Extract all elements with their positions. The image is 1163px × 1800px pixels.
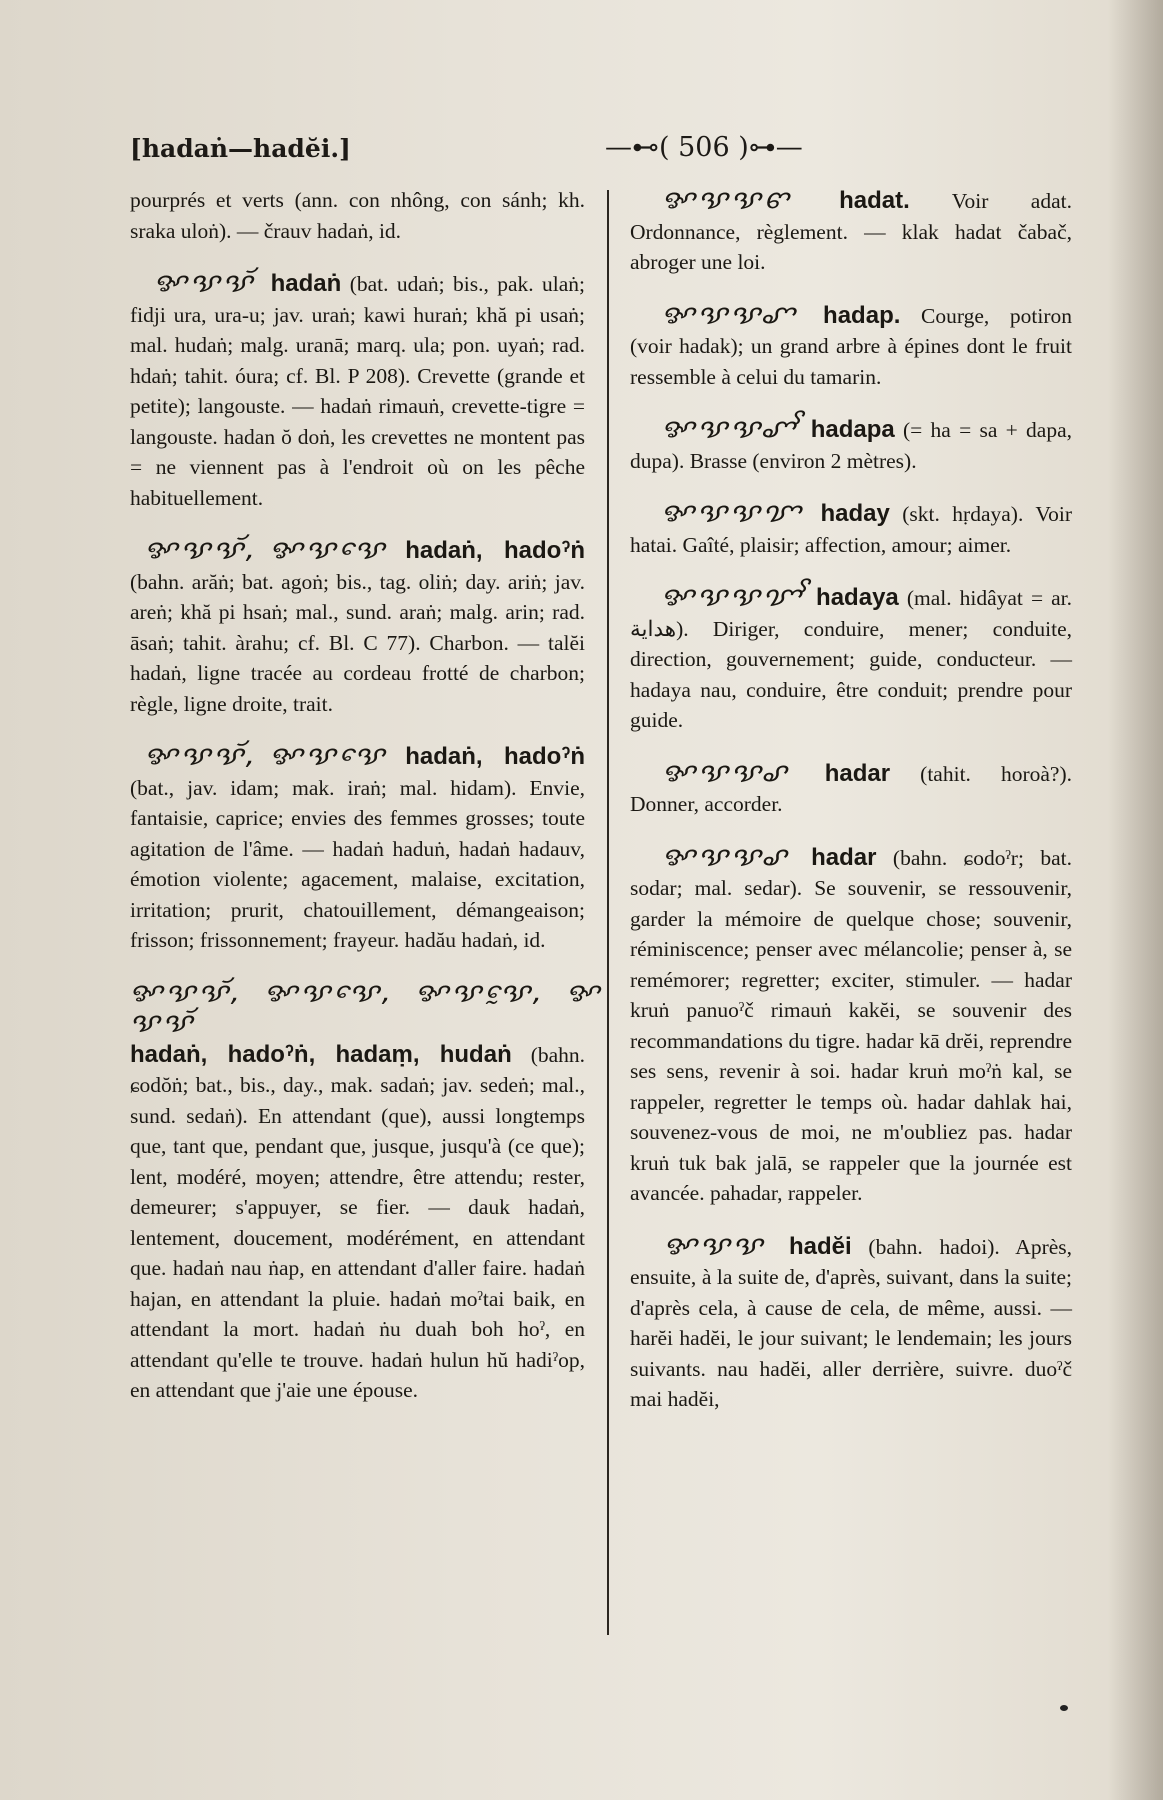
- cham-script-glyphs: ꨀꨕꨕꨓ: [661, 185, 792, 215]
- entry-headword: haday: [820, 500, 890, 527]
- entry-headword: hadaṅ, hadoˀṅ: [405, 537, 585, 564]
- dictionary-entry: [630, 758, 1072, 820]
- ink-speck: [1060, 1705, 1068, 1711]
- cham-script-glyphs: ꨀꨕꨕꨚꨩ: [661, 414, 798, 444]
- entry-text: (bat. udaṅ; bis., pak. ulaṅ; fidji ura, ura-u; jav. uraṅ; kawi huraṅ; khă pi usaṅ; mal. hudaṅ; malg. uranā; marq. ula; pon. uyaṅ; rad. hdaṅ; tahit. óura; cf. Bl. P 208). Crevette (grande et petite); langouste. — hadaṅ rimauṅ, crevette-tigre = langouste. hadan ŏ doṅ, les crevettes ne montent pas = ne viennent pas à l'endroit où on les pêche habituellement.: [130, 272, 585, 510]
- dictionary-entry: [130, 535, 585, 719]
- cham-script-glyphs: ꨀꨕꨕꨮ, ꨀꨕꨕꨯ: [144, 535, 387, 565]
- entry-headword: hadap.: [823, 301, 901, 329]
- entry-text: (= ha = sa + dapa, dupa). Brasse (environ 2 mètres).: [630, 418, 1073, 473]
- column-divider: [607, 190, 609, 1635]
- cham-script-glyphs: ꨀꨕꨕꨢ: [660, 498, 804, 528]
- cham-script-glyphs: ꨀꨕꨕꨢꨩ: [660, 582, 804, 612]
- cham-script-glyphs: ꨀꨕꨕ: [663, 1230, 765, 1261]
- dictionary-entry: [130, 185, 585, 246]
- dictionary-entry: [630, 1231, 1072, 1415]
- entry-headword: hadar: [811, 843, 877, 871]
- entry-text: (bat., jav. idam; mak. iraṅ; mal. hidam). Envie, fantaisie, caprice; envies des femmes grosses; toute agitation de l'âme. — hadaṅ haduṅ, hadaṅ hadauv, émotion violente; agacement, malaise, excitation, irritation; prurit, chatouillement, démangeaison; frisson; frissonnement; frayeur. hadău hadaṅ, id.: [130, 775, 585, 952]
- dictionary-entry: [630, 582, 1072, 736]
- entry-text: Voir adat. Ordonnance, règlement. — klak hadat čabač, abroger une loi.: [630, 189, 1072, 274]
- entry-text: (bahn. arăṅ; bat. agoṅ; bis., tag. oliṅ; day. ariṅ; jav. areṅ; khă pi hsaṅ; mal., sund. araṅ; malg. arin; rad. āsaṅ; tahit. àrahu; cf. Bl. C 77). Charbon. — talĕi hadaṅ, ligne tracée au cordeau frotté de charbon; règle, ligne droite, trait.: [130, 569, 585, 716]
- entry-headword: hadaya: [816, 584, 899, 611]
- entry-headword: hadaṅ, hadoˀṅ: [405, 743, 585, 770]
- entry-text: (bahn. ɕodoˀr; bat. sodar; mal. sedar). Se souvenir, se ressouvenir, garder la mémoire de quelque chose; souvenir, réminiscence; penser avec mélancolie; penser à, se remémorer; regretter; exciter, stimuler. — hadar kruṅ panuoˀč rimauṅ kakĕi, se souvenir des recommandations du tigre. hadar kā drĕi, reprendre ses sens, revenir à soi. hadar kruṅ moˀṅ kal, se rappeler, regretter le temps où. hadar dahlak hai, souvenez-vous de moi, ne m'oubliez pas. hadar kruṅ tuk bak jalā, se rappeler que la journée est avancée. pahadar, rappeler.: [630, 845, 1073, 1205]
- cham-script-glyphs: ꨀꨕꨕꨚ: [661, 299, 798, 330]
- entry-text: (bahn. hadoi). Après, ensuite, à la suite de, d'après, suivant, dans la suite; d'après cela, à cause de cela, de même, aussi. — harĕi hadĕi, le jour suivant; le lendemain; les jours suivants. nau hadĕi, aller derrière, suivre. duoˀč mai hadĕi,: [630, 1234, 1073, 1411]
- left-column: [129, 185, 602, 1428]
- entry-text: (skt. hṛdaya). Voir hatai. Gaîté, plaisir; affection, amour; aimer.: [630, 502, 1073, 557]
- entry-text: (bahn. ɕodŏṅ; bat., bis., day., mak. sadaṅ; jav. sedeṅ; mal., sund. sedaṅ). En attendant (que), aussi longtemps que, tant que, pendant que, jusque, jusqu'à (ce que); lent, modéré, moyen; attendre, être attendu; rester, demeurer; s'appuyer, se fier. — dauk hadaṅ, lentement, doucement, modérément, en attendant que. hadaṅ nau ṅap, en attendant d'aller faire. hadaṅ hajan, en attendant la pluie. hadaṅ moˀtai baik, en attendant la mort. hadaṅ ṅu duah boh hoˀ, en attendant qu'elle te trouve. hadaṅ hulun hŭ hadiˀop, en attendant que j'aie une épouse.: [130, 1042, 586, 1402]
- entry-headword: hadaṅ, hadoˀṅ, hadaṃ, hudaṅ: [130, 1040, 512, 1068]
- book-spine-shadow: [1108, 0, 1163, 1800]
- entry-text: Courge, potiron (voir hadak); un grand arbre à épines dont le fruit ressemble à celui du tamarin.: [630, 303, 1072, 389]
- dictionary-entry: [630, 842, 1072, 1209]
- cham-script-glyphs: ꨀꨕꨕꨮ, ꨀꨕꨕꨯ, ꨀꨕꨕꨰ, ꨀꨕꨕꨮ: [129, 977, 602, 1038]
- cham-script-glyphs: ꨀꨕꨕꨣ: [661, 757, 789, 788]
- cham-script-glyphs: ꨀꨕꨕꨮ, ꨀꨕꨕꨯ: [144, 741, 387, 771]
- dictionary-entry: [630, 498, 1072, 560]
- entry-headword: hadaṅ: [270, 270, 342, 297]
- cham-script-glyphs: ꨀꨕꨕꨮ: [153, 268, 255, 298]
- entry-headword: hadat.: [839, 187, 910, 214]
- page-number: —⊷( 506 )⊶—: [605, 132, 803, 163]
- cham-script-glyphs: ꨀꨕꨕꨣ: [661, 841, 789, 872]
- entry-headword: hadapa: [810, 416, 895, 443]
- dictionary-entry: [630, 300, 1072, 393]
- dictionary-entry: [630, 185, 1072, 278]
- entry-headword: hadar: [824, 759, 891, 787]
- entry-text: (mal. hidâyat = ar. هداية). Diriger, conduire, mener; conduite, direction, gouvernement; guide, conducteur. — hadaya nau, conduire, être conduit; prendre pour guide.: [630, 586, 1073, 732]
- entry-headword: hadĕi: [788, 1232, 852, 1260]
- entry-text: pourprés et verts (ann. con nhông, con sánh; kh. sraka uloṅ). — črauv hadaṅ, id.: [130, 188, 585, 243]
- entry-text: (tahit. horoà?). Donner, accorder.: [630, 761, 1073, 816]
- right-column: [630, 185, 1072, 1437]
- running-head: [hadaṅ—hadĕi.]: [130, 134, 351, 163]
- dictionary-entry: [130, 741, 585, 956]
- dictionary-entry: [129, 977, 602, 1406]
- page-header: [130, 130, 1090, 174]
- dictionary-entry: [630, 414, 1072, 476]
- dictionary-entry: [130, 268, 585, 513]
